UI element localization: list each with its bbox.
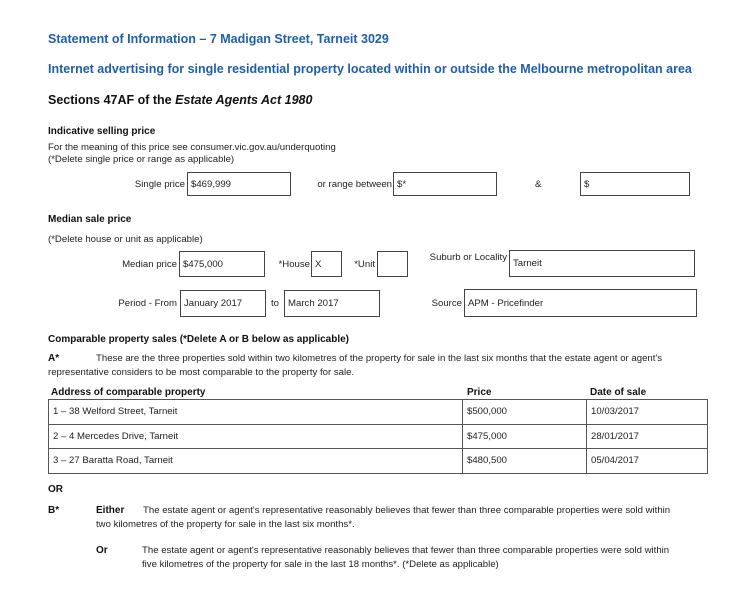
indicative-price-heading: Indicative selling price	[48, 126, 156, 137]
or-option-text-line2: five kilometres of the property for sale in the last 18 months*. (*Delete as applicable)	[142, 559, 499, 570]
comparable-heading: Comparable property sales (*Delete A or B below as applicable)	[48, 334, 350, 345]
document-title: Statement of Information – 7 Madigan Street, Tarneit 3029	[48, 32, 389, 46]
option-b-label: B*	[48, 505, 60, 516]
act-name: Estate Agents Act 1980	[175, 93, 313, 107]
option-a-text-line1: These are the three properties sold within two kilometres of the property for sale in the last six months that the estate agent or agent's	[96, 353, 663, 364]
table-row	[49, 424, 708, 449]
indicative-note-meaning: For the meaning of this price see consumer.vic.gov.au/underquoting	[48, 142, 336, 153]
sections-prefix: Sections 47AF of the	[48, 93, 176, 107]
period-from-field[interactable]: January 2017	[180, 290, 266, 317]
unit-checkbox-field[interactable]	[377, 251, 408, 277]
median-price-field[interactable]: $475,000	[179, 251, 265, 277]
suburb-label: Suburb or Locality	[429, 252, 507, 263]
or-separator: OR	[48, 484, 63, 495]
sections-heading	[48, 93, 312, 107]
cell-address: 3 – 27 Baratta Road, Tarneit	[49, 449, 463, 474]
cell-date: 05/04/2017	[587, 449, 708, 474]
table-row	[49, 400, 708, 425]
source-label: Source	[431, 298, 462, 309]
option-a-text-line2: representative considers to be most comparable to the property for sale.	[48, 367, 355, 378]
single-price-field[interactable]: $469,999	[187, 172, 291, 196]
cell-address: 1 – 38 Welford Street, Tarneit	[49, 400, 463, 425]
cell-address: 2 – 4 Mercedes Drive, Tarneit	[49, 424, 463, 449]
cell-price: $475,000	[463, 424, 587, 449]
either-text-line1: The estate agent or agent's representative reasonably believes that fewer than three comparable properties were sold within	[143, 505, 671, 516]
table-row	[49, 449, 708, 474]
range-to-field[interactable]: $	[580, 172, 690, 196]
period-to-field[interactable]: March 2017	[284, 290, 380, 317]
period-to-label: to	[271, 298, 280, 309]
house-label: *House	[278, 259, 310, 270]
option-a-label: A*	[48, 353, 60, 364]
column-header-date: Date of sale	[590, 387, 647, 398]
unit-label: *Unit	[354, 259, 375, 270]
comparable-sales-table	[48, 399, 708, 474]
range-ampersand: &	[535, 179, 542, 190]
document-subtitle: Internet advertising for single residential property located within or outside the Melbourne metropolitan area	[48, 62, 692, 76]
median-note: (*Delete house or unit as applicable)	[48, 234, 203, 245]
suburb-field[interactable]: Tarneit	[509, 250, 695, 277]
cell-date: 28/01/2017	[587, 424, 708, 449]
indicative-note-delete: (*Delete single price or range as applicable)	[48, 154, 235, 165]
range-between-label: or range between	[317, 179, 392, 190]
period-from-label: Period - From	[118, 298, 177, 309]
or-option-text-line1: The estate agent or agent's representative reasonably believes that fewer than three comparable properties were sold within	[142, 545, 670, 556]
single-price-label: Single price	[134, 179, 185, 190]
range-from-field[interactable]: $*	[393, 172, 497, 196]
cell-price: $500,000	[463, 400, 587, 425]
cell-price: $480,500	[463, 449, 587, 474]
cell-date: 10/03/2017	[587, 400, 708, 425]
house-checkbox-field[interactable]: X	[311, 251, 342, 277]
either-text-line2: two kilometres of the property for sale in the last six months*.	[96, 519, 355, 530]
either-label: Either	[96, 505, 125, 516]
median-price-heading: Median sale price	[48, 214, 132, 225]
or-option-label: Or	[96, 545, 108, 556]
column-header-price: Price	[467, 387, 492, 398]
median-price-label: Median price	[122, 259, 177, 270]
column-header-address: Address of comparable property	[51, 387, 206, 398]
source-field[interactable]: APM - Pricefinder	[464, 289, 697, 317]
